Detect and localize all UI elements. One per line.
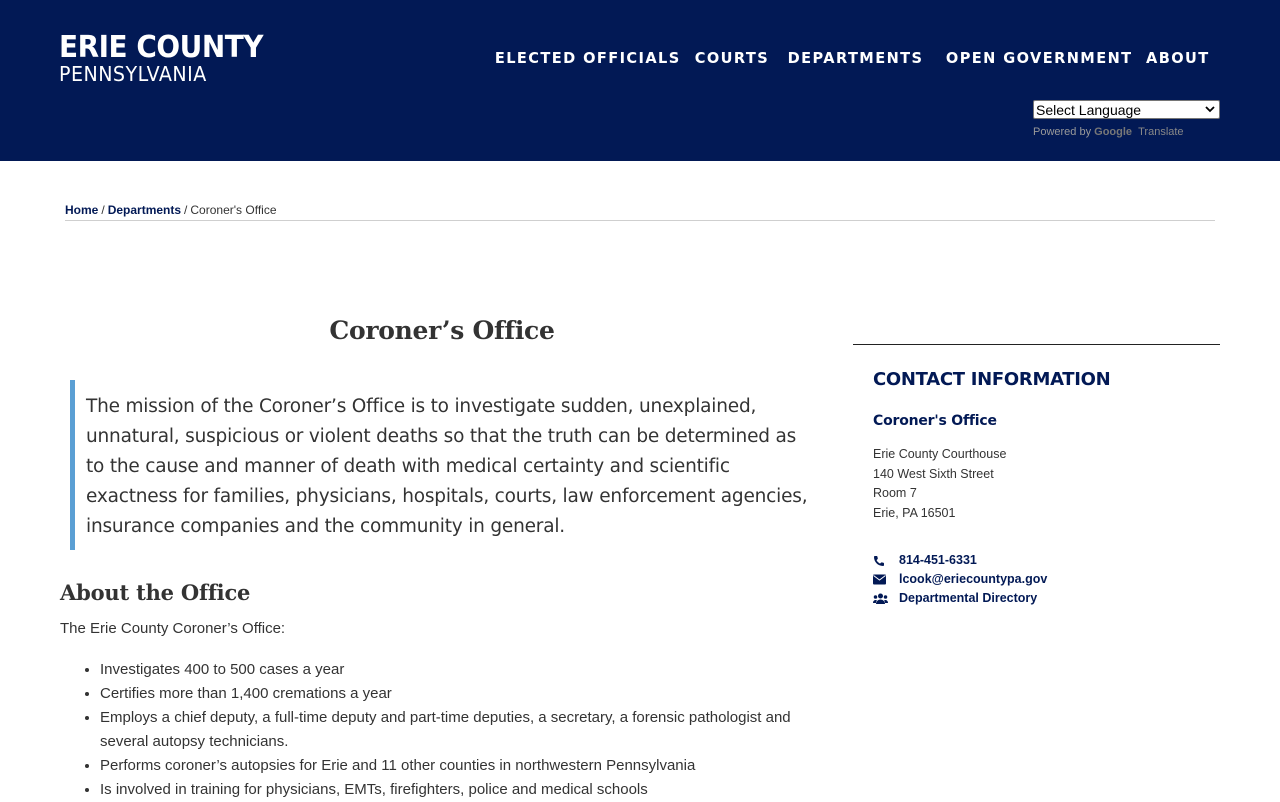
contact-heading: CONTACT INFORMATION: [873, 369, 1111, 390]
breadcrumb-separator: /: [184, 203, 188, 217]
contact-directory-row: [873, 589, 1047, 608]
contact-phone-row: [873, 551, 1047, 570]
breadcrumb: [65, 203, 1215, 221]
address-line: 140 West Sixth Street: [873, 466, 994, 481]
google-logo: Google: [1094, 126, 1133, 138]
language-select-value: Select Language: [1036, 101, 1142, 118]
breadcrumb-current: Coroner's Office: [190, 203, 277, 217]
list-item: • Investigates 400 to 500 cases a year: [100, 658, 830, 682]
contact-office-name: Coroner's Office: [873, 413, 997, 429]
envelope-icon: [873, 574, 899, 585]
chevron-down-icon: [1205, 106, 1215, 113]
list-item: • Certifies more than 1,400 cremations a year: [100, 682, 830, 706]
phone-icon: [873, 555, 899, 567]
contact-address: [873, 445, 1006, 523]
about-list: [100, 658, 830, 802]
contact-email-link[interactable]: lcook@eriecountypa.gov: [899, 572, 1048, 587]
powered-by-google-translate: [1033, 126, 1184, 138]
about-intro: The Erie County Coroner’s Office:: [60, 620, 286, 637]
breadcrumb-departments[interactable]: Departments: [107, 203, 182, 217]
site-header: [0, 0, 1280, 161]
breadcrumb-separator: /: [101, 203, 105, 217]
nav-elected-officials[interactable]: ELECTED OFFICIALS: [494, 49, 681, 67]
departmental-directory-link[interactable]: Departmental Directory: [899, 591, 1038, 606]
about-heading: About the Office: [60, 580, 251, 605]
breadcrumb-home[interactable]: Home: [65, 203, 99, 217]
translate-link[interactable]: Translate: [1138, 126, 1184, 138]
sidebar-divider: [853, 344, 1220, 345]
list-item: • Employs a chief deputy, a full-time deputy and part-time deputies, a secretary, a forensic pathologist and several autopsy technicians.: [100, 706, 830, 754]
list-item: • Is involved in training for physicians, EMTs, firefighters, police and medical schools: [100, 778, 830, 802]
contact-email-row: [873, 570, 1047, 589]
main-nav: [473, 49, 1210, 67]
nav-about[interactable]: ABOUT: [1146, 49, 1210, 67]
nav-open-government[interactable]: OPEN GOVERNMENT: [945, 49, 1133, 67]
address-line: Erie County Courthouse: [873, 447, 1007, 461]
page-title: Coroner’s Office: [329, 316, 555, 345]
address-line: Room 7: [873, 486, 917, 500]
contact-links: [873, 551, 1047, 609]
language-select[interactable]: [1033, 100, 1220, 119]
logo-line2: PENNSYLVANIA: [59, 62, 207, 86]
users-icon: [873, 593, 899, 605]
logo-line1: ERIE COUNTY: [59, 30, 264, 65]
address-line: Erie, PA 16501: [873, 505, 956, 520]
nav-courts[interactable]: COURTS: [695, 49, 770, 67]
contact-phone-link[interactable]: 814-451-6331: [899, 553, 977, 567]
powered-by-label: Powered by: [1033, 126, 1092, 138]
site-logo[interactable]: [59, 30, 278, 86]
nav-departments[interactable]: DEPARTMENTS: [788, 49, 924, 67]
list-item: • Performs coroner’s autopsies for Erie and 11 other counties in northwestern Pennsylvania: [100, 754, 830, 778]
mission-statement: The mission of the Coroner’s Office is to investigate sudden, unexplained, unnatural, suspicious or violent deaths so that the truth can be determined as to the cause and manner of death with medical certainty and scientific exactness for families, physicians, hospitals, courts, law enforcement agencies, insurance companies and the community in general.: [70, 380, 815, 550]
